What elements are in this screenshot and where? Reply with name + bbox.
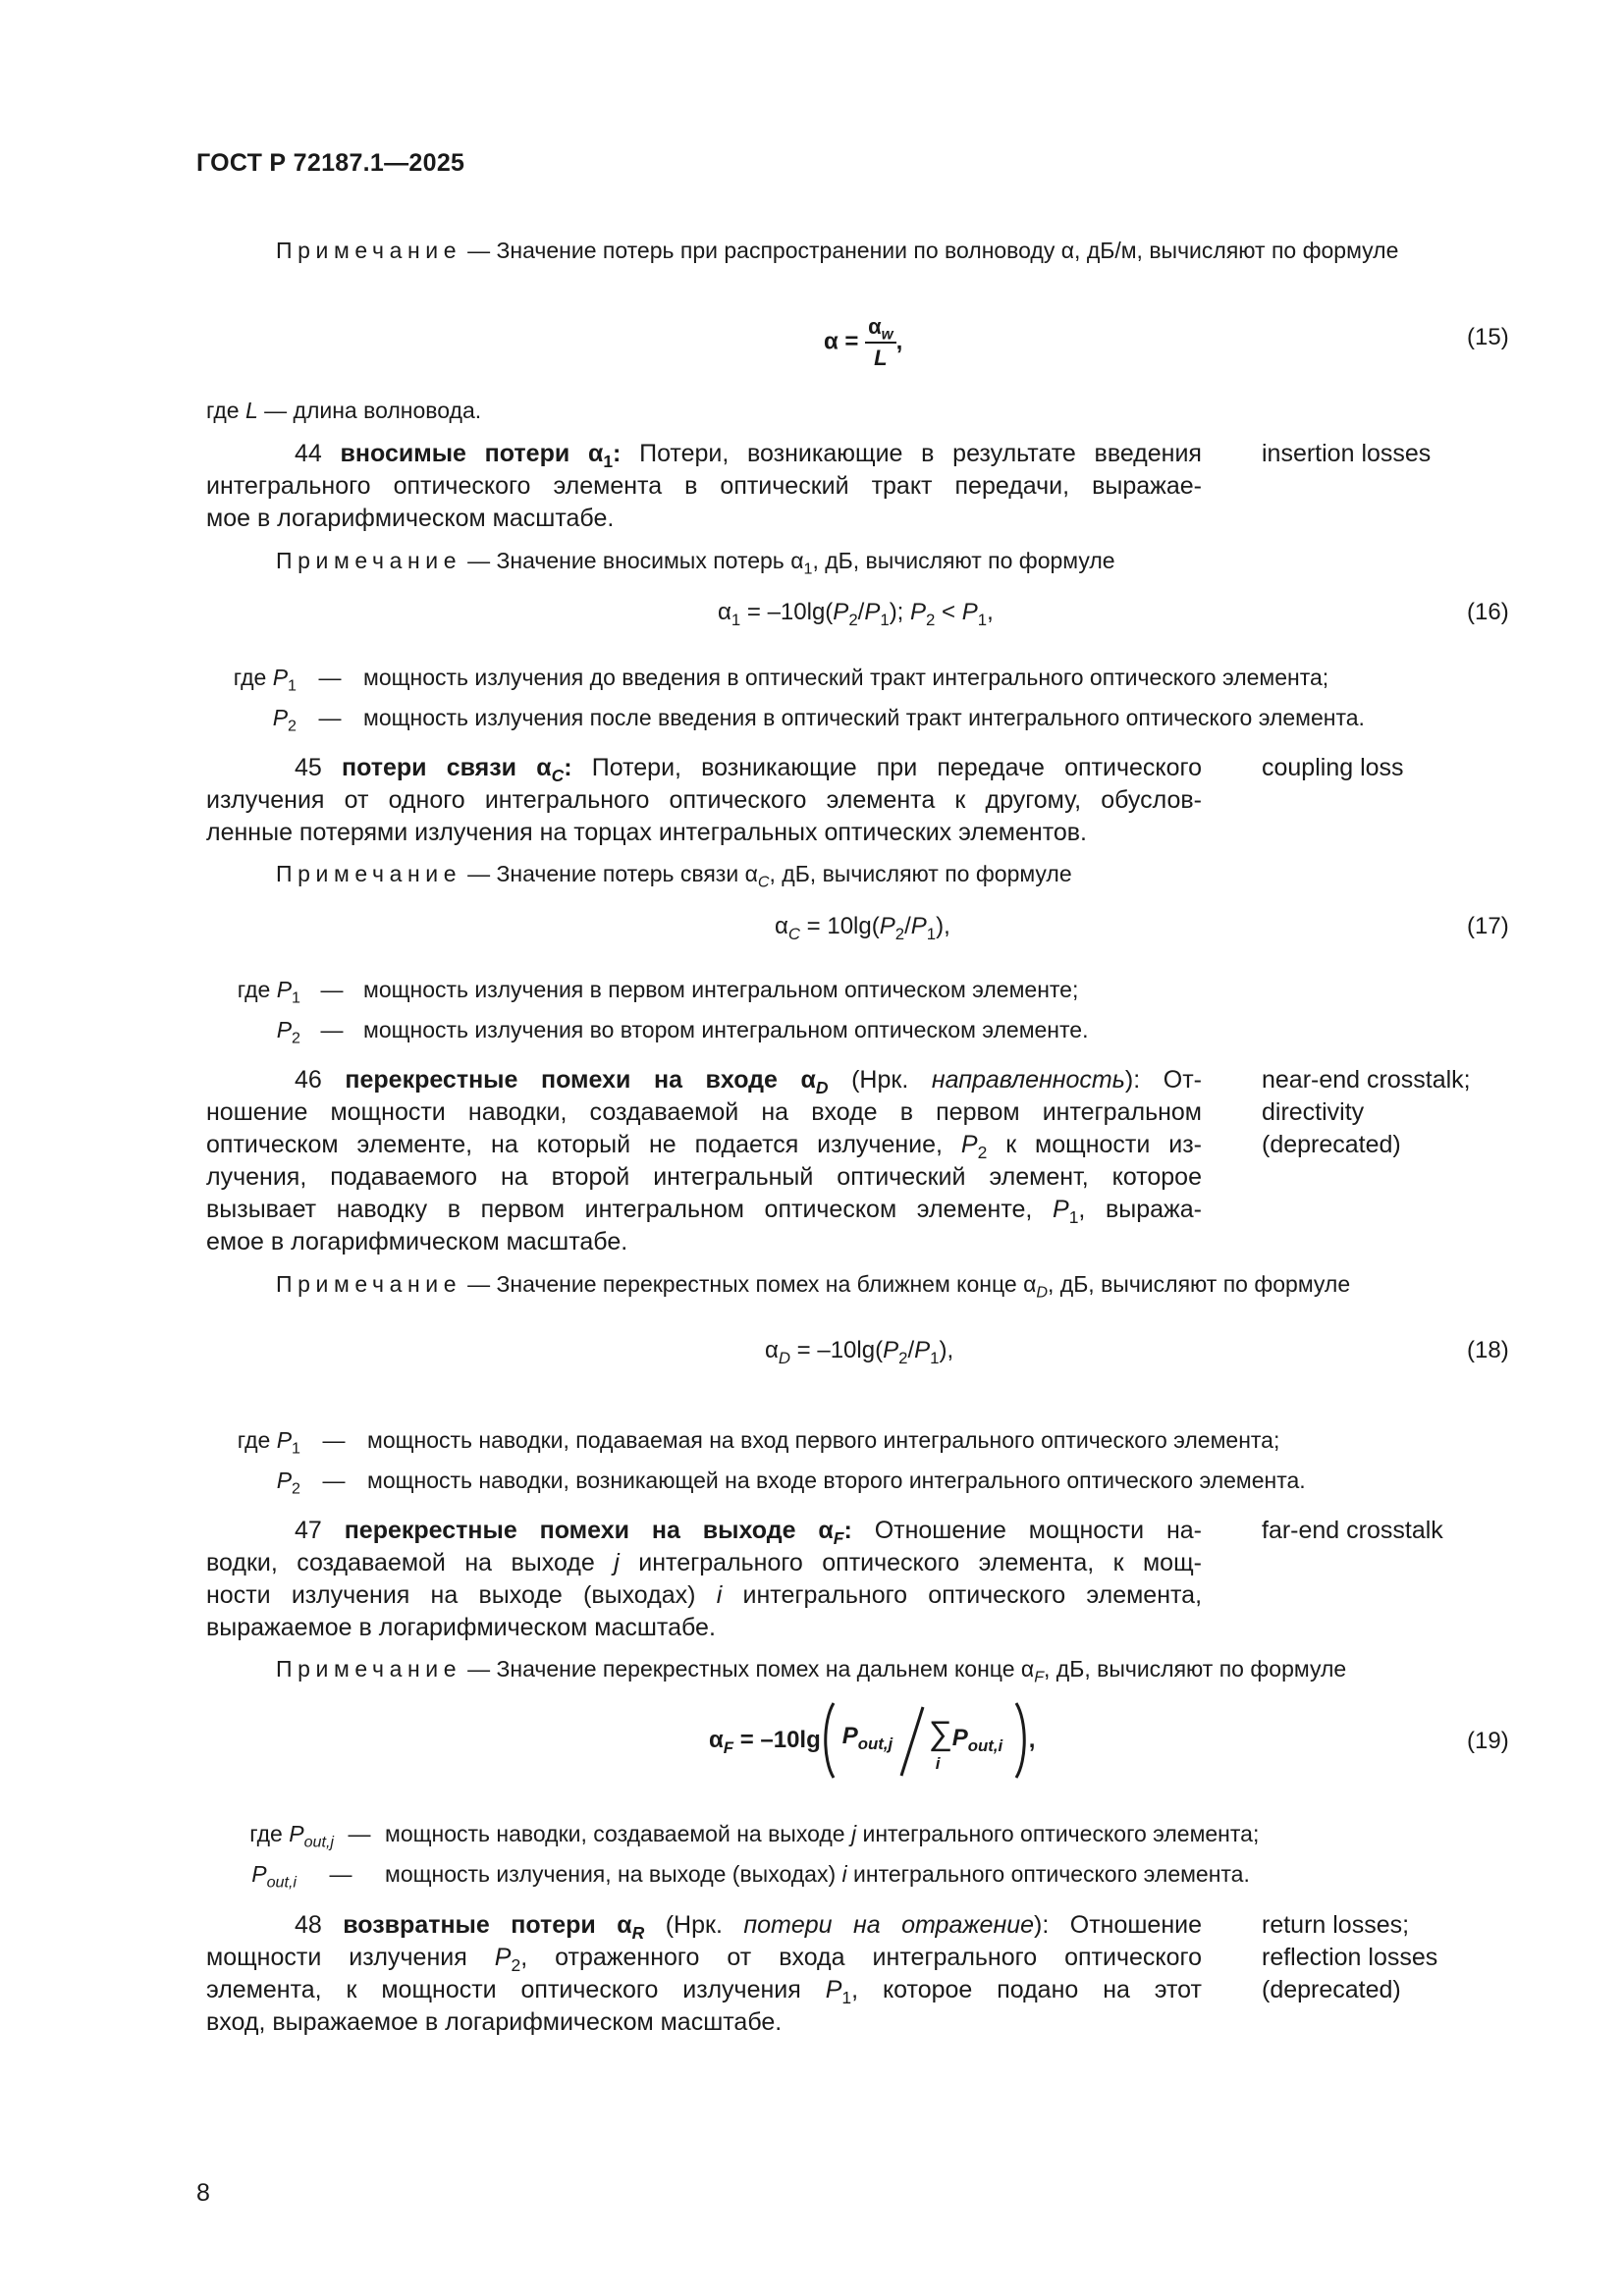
formula-17: $\alpha_C = 10\lg(P_2/P_1)$, [775, 913, 950, 943]
page-number: 8 [196, 2179, 210, 2207]
formula-number-18: (18) [1467, 1337, 1509, 1363]
formula-16: $\alpha_1 = -10\lg(P_2/P_1)$; $P_2 < P_1$, [718, 599, 994, 629]
formula-18: $\alpha_D = -10\lg(P_2/P_1)$, [765, 1337, 954, 1367]
where-16: где $P_1$ — мощность излучения до введения в оптический тракт интегрального оптического элемента; $P_2$ — мощность излучения после введения в оптический тракт интегрального оптического элемента. [233, 665, 1365, 735]
note-label: Примечание [276, 238, 462, 263]
left-paren [821, 1701, 837, 1780]
term-47: 47 перекрестные помехи на выходе $\alpha_F$: Отношение мощности на- водки, создаваемой на выходе j интегрального оптического элемента, к мощ- ности излучения на выходе (выходах) i интегрального оптического элемента, выражаемое в логарифмическом масштабе. [206, 1517, 1203, 1641]
where-18: где $P_1$ — мощность наводки, подаваемая на вход первого интегрального оптического элемента; $P_2$ — мощность наводки, возникающей на входе второго интегрального оптического элемента. [237, 1427, 1306, 1498]
document-header: ГОСТ Р 72187.1—2025 [196, 149, 465, 177]
note-18: Примечание — Значение перекрестных помех на ближнем конце $\alpha_D$, дБ, вычисляют по формуле [276, 1271, 1351, 1302]
note-text: — Значение потерь при распространении по волноводу α, дБ/м, вычисляют по формуле [467, 238, 1399, 263]
term-44: 44 вносимые потери $\alpha_1$: Потери, возникающие в результате введения интегрального оптического элемента в оптический тракт передачи, выражае- мое в логарифмическом масштабе. [206, 440, 1202, 532]
note-19: Примечание — Значение перекрестных помех на дальнем конце $\alpha_F$, дБ, вычисляют по формуле [276, 1656, 1347, 1686]
where-L: где L — длина волновода. [206, 398, 482, 423]
term-46: 46 перекрестные помехи на входе $\alpha_D$ (Нрк. направленность): От- ношение мощности наводки, создаваемой на входе в первом интегральном оптическом элементе, на который не подается излучение, $P_2$ к мощности из- лучения, подаваемого на второй интегральный оптический элемент, которое вызывает наводку в первом интегральном оптическом элементе, $P_1$, выража- емое в логарифмическом масштабе. [206, 1066, 1202, 1255]
term-46-english: near-end crosstalk; directivity (deprecated) [1262, 1066, 1471, 1158]
term-45: 45 потери связи $\alpha_C$: Потери, возникающие при передаче оптического излучения от одного интегрального оптического элемента к другому, обуслов- ленные потерями излучения на торцах интегральных оптических элементов. [206, 754, 1202, 846]
note-15 [276, 236, 1398, 265]
formula-15: α = $\frac{\alpha_w}{L}$ , [824, 314, 903, 370]
formula-number-17: (17) [1467, 913, 1509, 939]
term-48-english: return losses; reflection losses (deprecated) [1262, 1911, 1438, 2003]
term-44-english: insertion losses [1262, 440, 1432, 467]
formula-number-16: (16) [1467, 599, 1509, 625]
formula-19: $\alpha_F = -10\lg$ $P_{out,j}$ ∑ $P_{out,i}$ i , [709, 1701, 1035, 1780]
where-17: где $P_1$ — мощность излучения в первом интегральном оптическом элементе; $P_2$ — мощность излучения во втором интегральном оптическом элементе. [237, 977, 1089, 1047]
fraction-slash [897, 1705, 927, 1778]
where-19: где $P_{out,j}$ — мощность наводки, создаваемой на выходе j интегрального оптического элемента; $P_{out,i}$ — мощность излучения, на выходе (выходах) i интегрального оптического элемента. [249, 1821, 1260, 1892]
term-45-english: coupling loss [1262, 754, 1404, 781]
formula-number-19: (19) [1467, 1728, 1509, 1754]
note-17: Примечание — Значение потерь связи $\alpha_C$, дБ, вычисляют по формуле [276, 861, 1072, 891]
note-16: Примечание — Значение вносимых потерь $\alpha_1$, дБ, вычисляют по формуле [276, 548, 1115, 578]
term-48: 48 возвратные потери $\alpha_R$ (Нрк. потери на отражение): Отношение мощности излучения $P_2$, отраженного от входа интегрального оптического элемента, к мощности оптического излучения $P_1$, которое подано на этот вход, выражаемое в логарифмическом масштабе. [206, 1911, 1202, 2036]
term-47-english: far-end crosstalk [1262, 1517, 1443, 1544]
formula-number-15: (15) [1467, 324, 1509, 350]
right-paren [1013, 1701, 1029, 1780]
